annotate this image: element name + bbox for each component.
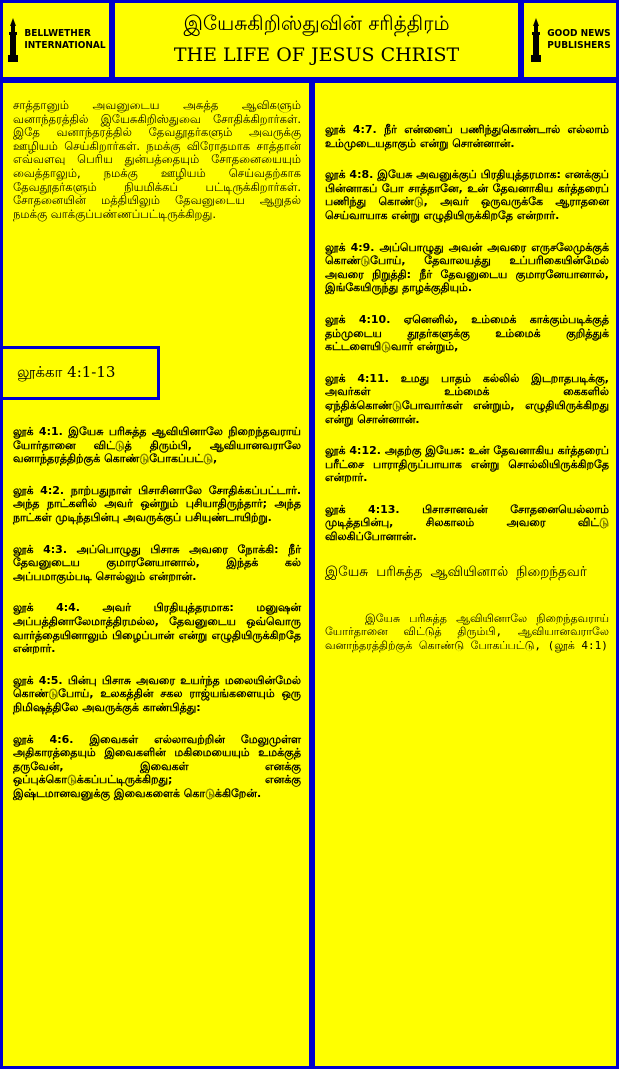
tower-icon <box>529 18 543 62</box>
logo-left-line1: BELLWETHER <box>24 28 91 39</box>
title-english: THE LIFE OF JESUS CHRIST <box>173 44 460 66</box>
closing-paragraph: இயேசு பரிசுத்த ஆவியினாலே நிறைந்தவராய் யோர்தானை விட்டுத் திரும்பி, ஆவியானவராலே வனாந்தரத்திற்குக் கொண்டு போகப்பட்டு, (லூக் 4:1) <box>325 611 609 652</box>
verse: லூக் 4:10. ஏனெனில், உம்மைக் காக்கும்படிக்குத் தம்முடைய தூதர்களுக்கு உம்மைக் குறித்துக் கட்டளையிடுவார் என்றும், <box>325 312 609 354</box>
verse: லூக் 4:11. உமது பாதம் கல்லில் இடறாதபடிக்கு, அவர்கள் உம்மைக் கைகளில் ஏந்திக்கொண்டுபோவார்கள் என்றும், எழுதியிருக்கிறது என்று சொன்னான். <box>325 371 609 426</box>
tower-icon <box>6 18 20 62</box>
verses-right <box>325 123 609 652</box>
verse: லூக் 4:7. நீர் என்னைப் பணிந்துகொண்டால் எல்லாம் உம்முடையதாகும் என்று சொன்னான். <box>325 123 609 150</box>
verse: லூக் 4:5. பின்பு பிசாசு அவரை உயர்ந்த மலையின்மேல் கொண்டுபோய், உலகத்தின் சகல ராஜ்யங்களையும் ஒரு நிமிஷத்திலே அவருக்குக் காண்பித்து: <box>13 673 301 714</box>
publisher-logo-left <box>0 0 112 80</box>
verse: லூக் 4:9. அப்பொழுது அவன் அவரை எருசலேமுக்குக் கொண்டுபோய், தேவாலயத்து உப்பரிகையின்மேல் அவரை நிறுத்தி: நீர் தேவனுடைய குமாரனேயானால், இங்கேயிருந்து தாழக்குதியும். <box>325 240 609 295</box>
verses-left <box>13 425 301 818</box>
scripture-reference: லூக்கா 4:1-13 <box>17 363 116 381</box>
logo-left-line2: INTERNATIONAL <box>24 40 106 51</box>
verse: லூக் 4:4. அவர் பிரதியுத்தரமாக: மனுஷன் அப்பத்தினாலேமாத்திரமல்ல, தேவனுடைய ஒவ்வொரு வார்த்தையினாலும் பிழைப்பான் என்று எழுதியிருக்கிறதே என்றார். <box>13 601 301 656</box>
scripture-reference-box <box>0 346 160 400</box>
verse: லூக் 4:13. பிசாசானவன் சோதனையெல்லாம் முடித்தபின்பு, சிலகாலம் அவரை விட்டு விலகிப்போனான். <box>325 502 609 544</box>
title-banner <box>112 0 521 80</box>
verse: லூக் 4:6. இவைகள் எல்லாவற்றின் மேலுமுள்ள அதிகாரத்தையும் இவைகளின் மகிமையையும் உமக்குத் தருவேன், இவைகள் எனக்கு ஒப்புக்கொடுக்கப்பட்டிருக்கிறது; எனக்கு இஷ்டமானவனுக்கு இவைகளைக் கொடுக்கிறேன். <box>13 732 301 800</box>
right-column <box>312 80 619 1069</box>
verse: லூக் 4:12. அதற்கு இயேசு: உன் தேவனாகிய கர்த்தரைப் பரீட்சை பாராதிருப்பாயாக என்று சொல்லியிருக்கிறதே என்றார். <box>325 444 609 485</box>
verse: லூக் 4:1. இயேசு பரிசுத்த ஆவியினாலே நிறைந்தவராய் யோர்தானை விட்டுத் திரும்பி, ஆவியானவராலே வனாந்தரத்திற்குக் கொண்டுபோகப்பட்டு, <box>13 425 301 466</box>
verse: லூக் 4:8. இயேசு அவனுக்குப் பிரதியுத்தரமாக: எனக்குப் பின்னாகப் போ சாத்தானே, உன் தேவனாகிய கர்த்தரைப் பணிந்து கொண்டு, அவர் ஒருவருக்கே ஆராதனை செய்வாயாக என்று எழுதியிருக்கிறதே என்றார். <box>325 168 609 222</box>
intro-paragraph: சாத்தானும் அவனுடைய அசுத்த ஆவிகளும் வனாந்தரத்தில் இயேசுகிறிஸ்துவை சோதிக்கிறார்கள். இதே வனாந்தரத்தில் தேவதூதர்களும் அவருக்கு ஊழியம் செய்கிறார்கள். நமக்கு விரோதமாக சாத்தான் எவ்வளவு பெரிய துன்பத்தையும் சோதனையையும் வைத்தாலும், நமக்கு ஊழியம் செய்வதற்காக தேவதூதர்களும் நியமிக்கப் பட்டிருக்கிறார்கள். சோதனையின் மத்தியிலும் தேவனுடைய ஆறுதல் நமக்கு வாக்குப்பண்ணப்பட்டிருக்கிறது. <box>13 98 301 221</box>
title-tamil: இயேசுகிறிஸ்துவின் சரித்திரம் <box>183 11 450 35</box>
section-heading: இயேசு பரிசுத்த ஆவியினால் நிறைந்தவர் <box>325 563 587 580</box>
logo-right-line1: GOOD NEWS <box>547 28 611 39</box>
verse: லூக் 4:2. நாற்பதுநாள் பிசாசினாலே சோதிக்கப்பட்டார். அந்த நாட்களில் அவர் ஒன்றும் புசியாதிருந்தார்; அந்த நாட்கள் முடிந்தபின்பு அவருக்குப் பசியுண்டாயிற்று. <box>13 483 301 524</box>
logo-right-line2: PUBLISHERS <box>547 40 611 51</box>
left-column <box>0 80 312 1069</box>
verse: லூக் 4:3. அப்பொழுது பிசாசு அவரை நோக்கி: நீர் தேவனுடைய குமாரனேயானால், இந்தக் கல் அப்பமாகும்படி சொல்லும் என்றான். <box>13 542 301 583</box>
publisher-logo-right <box>521 0 619 80</box>
